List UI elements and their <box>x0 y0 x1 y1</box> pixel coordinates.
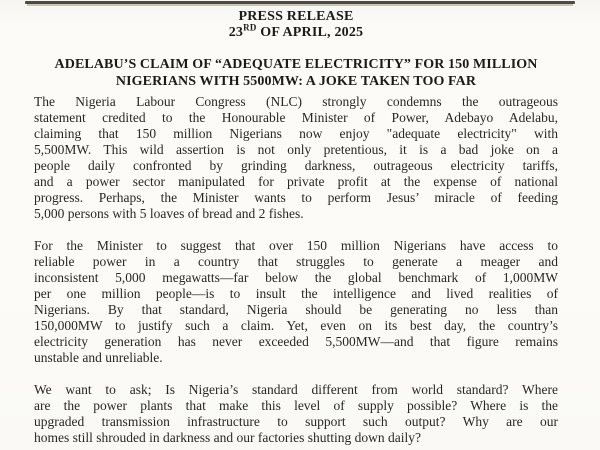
headline <box>34 56 558 90</box>
page-top-edge-light <box>27 4 573 6</box>
document-body <box>34 9 558 446</box>
paragraph-line: inconsistent 5,000 megawatts—far below the global benchmark of 1,000MW <box>34 270 558 285</box>
paragraph-line: For the Minister to suggest that over 150 million Nigerians have access to <box>34 238 558 253</box>
paragraph-line: and a power sector manipulated for private profit at the expense of national <box>34 174 558 189</box>
document-header <box>34 9 558 41</box>
paragraph-line: statement credited to the Honourable Minister of Power, Adebayo Adelabu, <box>34 110 558 125</box>
paragraph-line: The Nigeria Labour Congress (NLC) strongly condemns the outrageous <box>34 94 558 109</box>
paragraph-line: 150,000MW to justify such a claim. Yet, even on its best day, the country’s <box>34 318 558 333</box>
headline-line-2: NIGERIANS WITH 5500MW: A JOKE TAKEN TOO FAR <box>115 74 477 89</box>
press-release-date <box>34 22 558 41</box>
paragraph-line: people daily confronted by grinding darkness, outrageous electricity tariffs, <box>34 158 558 173</box>
paragraph-line: per one million people—is to insult the intelligence and lived realities of <box>34 286 558 301</box>
headline-line-1: ADELABU’S CLAIM OF “ADEQUATE ELECTRICITY” FOR 150 MILLION <box>54 57 538 72</box>
body-text <box>34 94 558 446</box>
date-day: 23 <box>228 25 244 40</box>
paragraph-line: homes still shrouded in darkness and our factories shutting down daily? <box>34 430 421 445</box>
paragraph-line: progress. Perhaps, the Minister wants to perform Jesus’ miracle of feeding <box>34 190 558 205</box>
paragraph-1 <box>34 94 558 222</box>
paragraph-line: Nigerians. By that standard, Nigeria should be generating no less than <box>34 302 558 317</box>
paragraph-line: reliable power in a country that struggles to generate a meager and <box>34 254 558 269</box>
paragraph-line: unstable and unreliable. <box>34 350 163 365</box>
paragraph-line: 5,500MW. This wild assertion is not only pretentious, it is a bad joke on a <box>34 142 558 157</box>
paragraph-3 <box>34 382 558 446</box>
paragraph-line: claiming that 150 million Nigerians now enjoy "adequate electricity" with <box>34 126 558 141</box>
paragraph-line: 5,000 persons with 5 loaves of bread and 2 fishes. <box>34 206 304 221</box>
paragraph-line: electricity generation has never exceeded 5,500MW—and that figure remains <box>34 334 558 349</box>
date-ordinal: RD <box>243 22 257 33</box>
date-rest: OF APRIL, 2025 <box>256 25 364 40</box>
press-release-title: PRESS RELEASE <box>238 9 354 24</box>
paragraph-line: We want to ask; Is Nigeria’s standard different from world standard? Where <box>34 382 558 397</box>
paragraph-line: upgraded transmission infrastructure to support such output? Why are our <box>34 414 558 429</box>
paragraph-line: are the power plants that make this level of supply possible? Where is the <box>34 398 558 413</box>
paragraph-2 <box>34 238 558 366</box>
